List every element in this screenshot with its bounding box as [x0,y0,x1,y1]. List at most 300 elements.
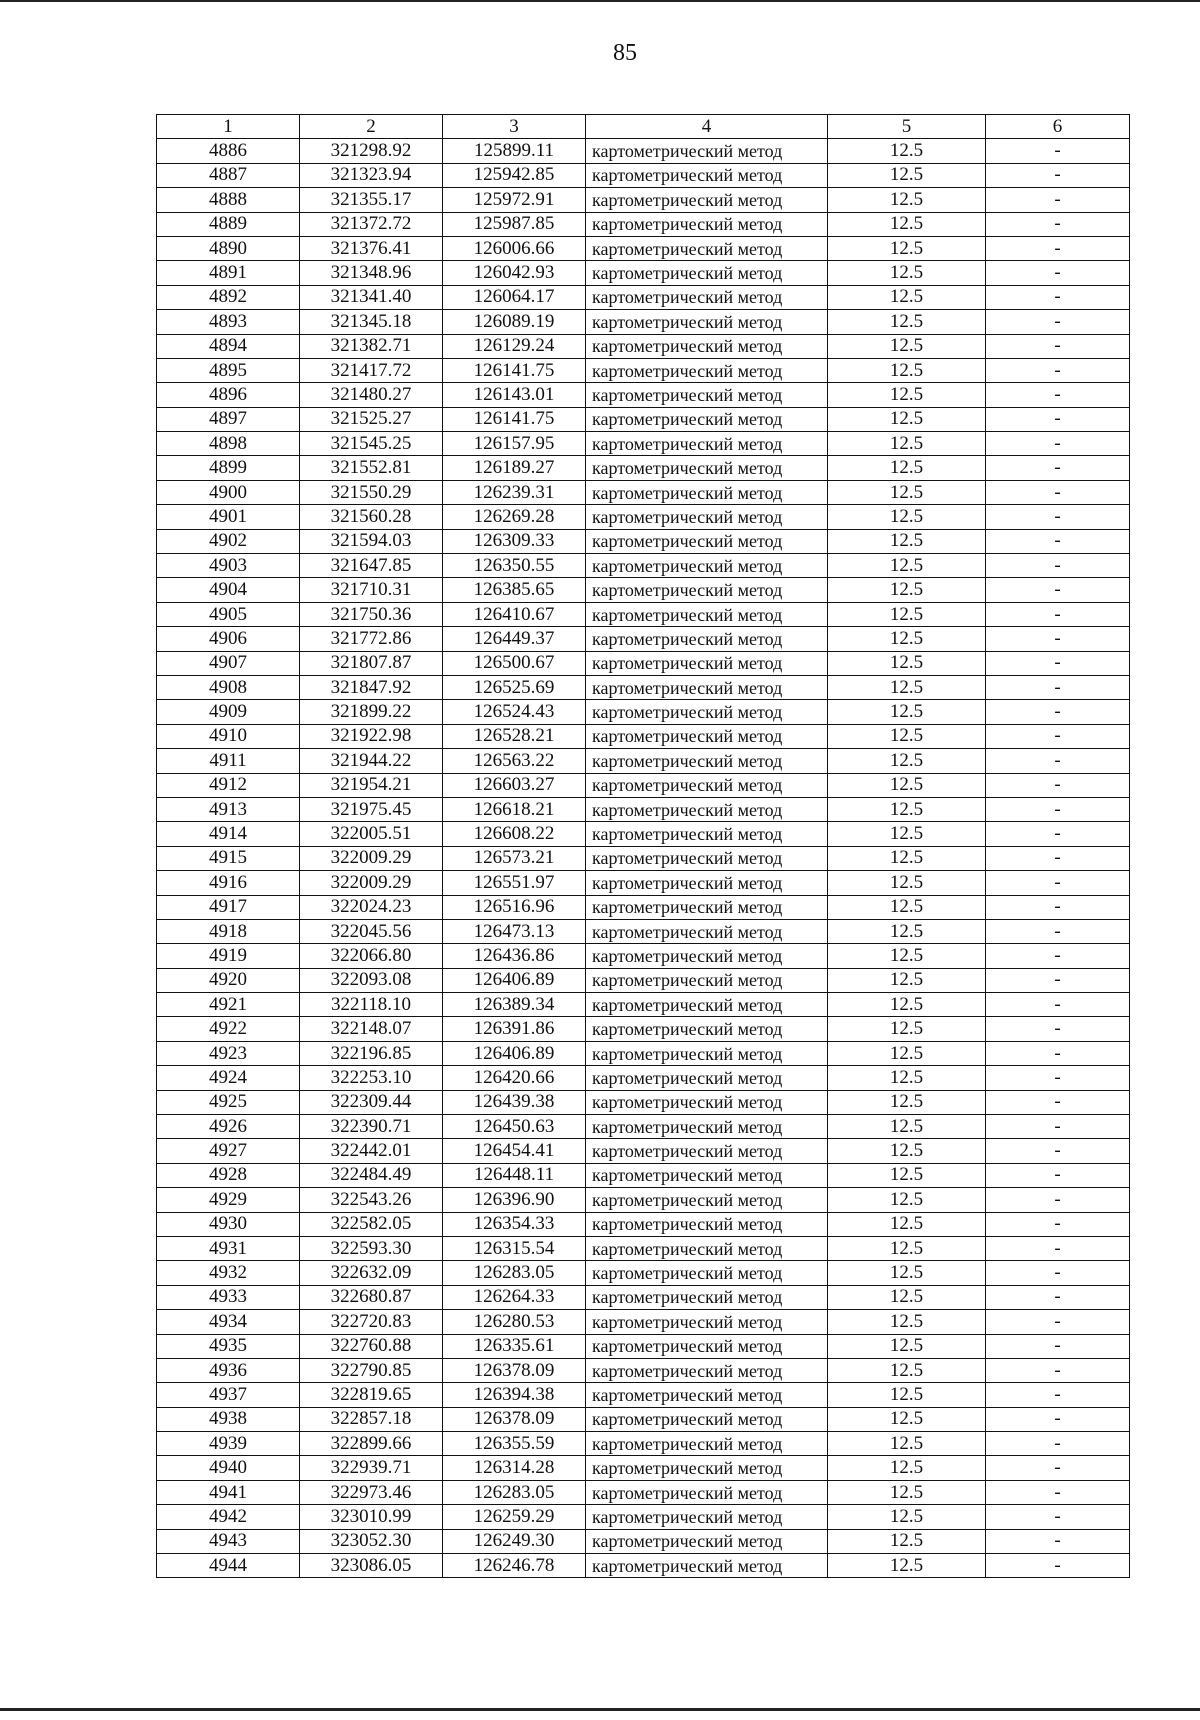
point-number-cell: 4939 [157,1432,300,1456]
point-number-cell: 4892 [157,285,300,309]
method-cell: картометрический метод [586,505,828,529]
point-number-cell: 4920 [157,968,300,992]
x-coordinate-cell: 323010.99 [300,1505,443,1529]
method-cell: картометрический метод [586,139,828,163]
y-coordinate-cell: 126246.78 [443,1554,586,1578]
method-cell: картометрический метод [586,310,828,334]
accuracy-cell: 12.5 [828,1529,986,1553]
x-coordinate-cell: 322899.66 [300,1432,443,1456]
x-coordinate-cell: 321750.36 [300,602,443,626]
header-cell: 5 [828,115,986,139]
accuracy-cell: 12.5 [828,1554,986,1578]
accuracy-cell: 12.5 [828,578,986,602]
accuracy-cell: 12.5 [828,1285,986,1309]
point-number-cell: 4941 [157,1480,300,1504]
accuracy-cell: 12.5 [828,1407,986,1431]
accuracy-cell: 12.5 [828,285,986,309]
point-number-cell: 4930 [157,1212,300,1236]
y-coordinate-cell: 126439.38 [443,1090,586,1114]
point-number-cell: 4935 [157,1334,300,1358]
method-cell: картометрический метод [586,993,828,1017]
point-number-cell: 4919 [157,944,300,968]
point-number-cell: 4890 [157,236,300,260]
x-coordinate-cell: 322009.29 [300,871,443,895]
y-coordinate-cell: 126525.69 [443,675,586,699]
x-coordinate-cell: 323086.05 [300,1554,443,1578]
note-cell: - [986,1163,1130,1187]
note-cell: - [986,285,1130,309]
method-cell: картометрический метод [586,261,828,285]
y-coordinate-cell: 126064.17 [443,285,586,309]
point-number-cell: 4900 [157,480,300,504]
point-number-cell: 4922 [157,1017,300,1041]
method-cell: картометрический метод [586,944,828,968]
point-number-cell: 4899 [157,456,300,480]
table-row [157,700,1130,724]
y-coordinate-cell: 126385.65 [443,578,586,602]
table-row [157,871,1130,895]
y-coordinate-cell: 126394.38 [443,1383,586,1407]
accuracy-cell: 12.5 [828,968,986,992]
point-number-cell: 4917 [157,895,300,919]
method-cell: картометрический метод [586,602,828,626]
note-cell: - [986,1383,1130,1407]
table-row [157,627,1130,651]
note-cell: - [986,968,1130,992]
note-cell: - [986,1310,1130,1334]
method-cell: картометрический метод [586,1505,828,1529]
y-coordinate-cell: 126157.95 [443,432,586,456]
point-number-cell: 4931 [157,1236,300,1260]
y-coordinate-cell: 126563.22 [443,749,586,773]
table-row [157,1236,1130,1260]
accuracy-cell: 12.5 [828,529,986,553]
y-coordinate-cell: 126608.22 [443,822,586,846]
x-coordinate-cell: 321376.41 [300,236,443,260]
y-coordinate-cell: 126410.67 [443,602,586,626]
note-cell: - [986,407,1130,431]
table-row [157,602,1130,626]
y-coordinate-cell: 126283.05 [443,1261,586,1285]
table-row [157,1334,1130,1358]
table-row [157,432,1130,456]
table-row [157,1310,1130,1334]
y-coordinate-cell: 126396.90 [443,1188,586,1212]
point-number-cell: 4893 [157,310,300,334]
method-cell: картометрический метод [586,1285,828,1309]
accuracy-cell: 12.5 [828,993,986,1017]
x-coordinate-cell: 321647.85 [300,554,443,578]
y-coordinate-cell: 126280.53 [443,1310,586,1334]
accuracy-cell: 12.5 [828,675,986,699]
note-cell: - [986,139,1130,163]
x-coordinate-cell: 322973.46 [300,1480,443,1504]
x-coordinate-cell: 322720.83 [300,1310,443,1334]
x-coordinate-cell: 321372.72 [300,212,443,236]
note-cell: - [986,1334,1130,1358]
note-cell: - [986,578,1130,602]
y-coordinate-cell: 125942.85 [443,163,586,187]
note-cell: - [986,822,1130,846]
y-coordinate-cell: 126042.93 [443,261,586,285]
y-coordinate-cell: 126189.27 [443,456,586,480]
table-row [157,456,1130,480]
accuracy-cell: 12.5 [828,749,986,773]
note-cell: - [986,310,1130,334]
note-cell: - [986,627,1130,651]
x-coordinate-cell: 322760.88 [300,1334,443,1358]
point-number-cell: 4942 [157,1505,300,1529]
accuracy-cell: 12.5 [828,407,986,431]
y-coordinate-cell: 126618.21 [443,797,586,821]
table-row [157,480,1130,504]
table-row [157,1383,1130,1407]
point-number-cell: 4944 [157,1554,300,1578]
x-coordinate-cell: 322790.85 [300,1358,443,1382]
y-coordinate-cell: 126389.34 [443,993,586,1017]
header-cell: 6 [986,115,1130,139]
header-cell: 4 [586,115,828,139]
method-cell: картометрический метод [586,1188,828,1212]
note-cell: - [986,797,1130,821]
table-row [157,1041,1130,1065]
header-row [157,115,1130,139]
x-coordinate-cell: 321355.17 [300,188,443,212]
point-number-cell: 4940 [157,1456,300,1480]
table-row [157,1139,1130,1163]
y-coordinate-cell: 126573.21 [443,846,586,870]
table-row [157,968,1130,992]
accuracy-cell: 12.5 [828,1358,986,1382]
point-number-cell: 4925 [157,1090,300,1114]
method-cell: картометрический метод [586,1310,828,1334]
note-cell: - [986,1236,1130,1260]
y-coordinate-cell: 126141.75 [443,358,586,382]
y-coordinate-cell: 126406.89 [443,1041,586,1065]
point-number-cell: 4888 [157,188,300,212]
table-body [157,139,1130,1578]
y-coordinate-cell: 126141.75 [443,407,586,431]
accuracy-cell: 12.5 [828,1334,986,1358]
x-coordinate-cell: 322819.65 [300,1383,443,1407]
x-coordinate-cell: 322632.09 [300,1261,443,1285]
x-coordinate-cell: 321975.45 [300,797,443,821]
y-coordinate-cell: 126143.01 [443,383,586,407]
x-coordinate-cell: 322593.30 [300,1236,443,1260]
note-cell: - [986,1456,1130,1480]
y-coordinate-cell: 126354.33 [443,1212,586,1236]
table-row [157,993,1130,1017]
table-row [157,1480,1130,1504]
note-cell: - [986,529,1130,553]
x-coordinate-cell: 322093.08 [300,968,443,992]
table-row [157,724,1130,748]
x-coordinate-cell: 321807.87 [300,651,443,675]
point-number-cell: 4894 [157,334,300,358]
accuracy-cell: 12.5 [828,944,986,968]
table-row [157,749,1130,773]
y-coordinate-cell: 126420.66 [443,1066,586,1090]
point-number-cell: 4886 [157,139,300,163]
table-row [157,261,1130,285]
accuracy-cell: 12.5 [828,480,986,504]
table-row [157,773,1130,797]
method-cell: картометрический метод [586,700,828,724]
accuracy-cell: 12.5 [828,554,986,578]
note-cell: - [986,261,1130,285]
y-coordinate-cell: 126450.63 [443,1115,586,1139]
accuracy-cell: 12.5 [828,456,986,480]
note-cell: - [986,1529,1130,1553]
method-cell: картометрический метод [586,871,828,895]
method-cell: картометрический метод [586,1554,828,1578]
table-row [157,358,1130,382]
accuracy-cell: 12.5 [828,1066,986,1090]
accuracy-cell: 12.5 [828,1212,986,1236]
y-coordinate-cell: 125987.85 [443,212,586,236]
x-coordinate-cell: 322857.18 [300,1407,443,1431]
table-row [157,334,1130,358]
top-scan-edge [0,0,1200,2]
point-number-cell: 4936 [157,1358,300,1382]
table-row [157,919,1130,943]
method-cell: картометрический метод [586,1041,828,1065]
point-number-cell: 4924 [157,1066,300,1090]
method-cell: картометрический метод [586,749,828,773]
x-coordinate-cell: 322148.07 [300,1017,443,1041]
y-coordinate-cell: 126406.89 [443,968,586,992]
method-cell: картометрический метод [586,1334,828,1358]
table-row [157,529,1130,553]
header-cell: 1 [157,115,300,139]
x-coordinate-cell: 323052.30 [300,1529,443,1553]
y-coordinate-cell: 126006.66 [443,236,586,260]
x-coordinate-cell: 322543.26 [300,1188,443,1212]
point-number-cell: 4943 [157,1529,300,1553]
method-cell: картометрический метод [586,1358,828,1382]
accuracy-cell: 12.5 [828,1480,986,1504]
accuracy-cell: 12.5 [828,919,986,943]
table-row [157,1358,1130,1382]
point-number-cell: 4910 [157,724,300,748]
method-cell: картометрический метод [586,797,828,821]
method-cell: картометрический метод [586,334,828,358]
point-number-cell: 4903 [157,554,300,578]
note-cell: - [986,163,1130,187]
table-row [157,1017,1130,1041]
y-coordinate-cell: 126454.41 [443,1139,586,1163]
note-cell: - [986,554,1130,578]
accuracy-cell: 12.5 [828,1432,986,1456]
y-coordinate-cell: 126350.55 [443,554,586,578]
accuracy-cell: 12.5 [828,310,986,334]
accuracy-cell: 12.5 [828,1261,986,1285]
point-number-cell: 4896 [157,383,300,407]
accuracy-cell: 12.5 [828,1188,986,1212]
method-cell: картометрический метод [586,1090,828,1114]
x-coordinate-cell: 321552.81 [300,456,443,480]
table-row [157,1261,1130,1285]
accuracy-cell: 12.5 [828,700,986,724]
table-row [157,1505,1130,1529]
note-cell: - [986,1066,1130,1090]
table-row [157,895,1130,919]
bottom-scan-edge [0,1708,1200,1711]
method-cell: картометрический метод [586,529,828,553]
x-coordinate-cell: 321550.29 [300,480,443,504]
point-number-cell: 4933 [157,1285,300,1309]
method-cell: картометрический метод [586,456,828,480]
method-cell: картометрический метод [586,846,828,870]
note-cell: - [986,773,1130,797]
accuracy-cell: 12.5 [828,1017,986,1041]
table-row [157,407,1130,431]
method-cell: картометрический метод [586,188,828,212]
method-cell: картометрический метод [586,1017,828,1041]
note-cell: - [986,944,1130,968]
note-cell: - [986,480,1130,504]
table-row [157,578,1130,602]
note-cell: - [986,871,1130,895]
x-coordinate-cell: 322009.29 [300,846,443,870]
method-cell: картометрический метод [586,1432,828,1456]
y-coordinate-cell: 126269.28 [443,505,586,529]
point-number-cell: 4898 [157,432,300,456]
method-cell: картометрический метод [586,1480,828,1504]
x-coordinate-cell: 322442.01 [300,1139,443,1163]
accuracy-cell: 12.5 [828,871,986,895]
point-number-cell: 4937 [157,1383,300,1407]
table-row [157,675,1130,699]
accuracy-cell: 12.5 [828,163,986,187]
note-cell: - [986,1480,1130,1504]
accuracy-cell: 12.5 [828,432,986,456]
accuracy-cell: 12.5 [828,773,986,797]
accuracy-cell: 12.5 [828,822,986,846]
table-row [157,285,1130,309]
note-cell: - [986,236,1130,260]
method-cell: картометрический метод [586,651,828,675]
x-coordinate-cell: 321710.31 [300,578,443,602]
y-coordinate-cell: 126239.31 [443,480,586,504]
y-coordinate-cell: 126473.13 [443,919,586,943]
method-cell: картометрический метод [586,1212,828,1236]
accuracy-cell: 12.5 [828,627,986,651]
method-cell: картометрический метод [586,578,828,602]
accuracy-cell: 12.5 [828,1139,986,1163]
x-coordinate-cell: 322680.87 [300,1285,443,1309]
y-coordinate-cell: 126355.59 [443,1432,586,1456]
point-number-cell: 4928 [157,1163,300,1187]
y-coordinate-cell: 126283.05 [443,1480,586,1504]
point-number-cell: 4902 [157,529,300,553]
y-coordinate-cell: 125899.11 [443,139,586,163]
table-row [157,1163,1130,1187]
x-coordinate-cell: 321417.72 [300,358,443,382]
method-cell: картометрический метод [586,968,828,992]
point-number-cell: 4906 [157,627,300,651]
note-cell: - [986,675,1130,699]
x-coordinate-cell: 322196.85 [300,1041,443,1065]
method-cell: картометрический метод [586,383,828,407]
table-row [157,212,1130,236]
method-cell: картометрический метод [586,724,828,748]
note-cell: - [986,432,1130,456]
y-coordinate-cell: 126259.29 [443,1505,586,1529]
point-number-cell: 4929 [157,1188,300,1212]
y-coordinate-cell: 126315.54 [443,1236,586,1260]
x-coordinate-cell: 321348.96 [300,261,443,285]
note-cell: - [986,1554,1130,1578]
table-row [157,554,1130,578]
table-row [157,1432,1130,1456]
table-row [157,846,1130,870]
note-cell: - [986,1041,1130,1065]
method-cell: картометрический метод [586,919,828,943]
method-cell: картометрический метод [586,554,828,578]
method-cell: картометрический метод [586,1236,828,1260]
accuracy-cell: 12.5 [828,1505,986,1529]
y-coordinate-cell: 126378.09 [443,1358,586,1382]
table-row [157,505,1130,529]
point-number-cell: 4909 [157,700,300,724]
table-row [157,1407,1130,1431]
note-cell: - [986,1358,1130,1382]
point-number-cell: 4918 [157,919,300,943]
x-coordinate-cell: 321382.71 [300,334,443,358]
accuracy-cell: 12.5 [828,1236,986,1260]
point-number-cell: 4927 [157,1139,300,1163]
x-coordinate-cell: 321847.92 [300,675,443,699]
point-number-cell: 4921 [157,993,300,1017]
accuracy-cell: 12.5 [828,358,986,382]
table-row [157,139,1130,163]
table-row [157,1066,1130,1090]
x-coordinate-cell: 322390.71 [300,1115,443,1139]
accuracy-cell: 12.5 [828,1090,986,1114]
table-row [157,944,1130,968]
point-number-cell: 4908 [157,675,300,699]
point-number-cell: 4897 [157,407,300,431]
accuracy-cell: 12.5 [828,724,986,748]
method-cell: картометрический метод [586,822,828,846]
table-row [157,163,1130,187]
accuracy-cell: 12.5 [828,383,986,407]
point-number-cell: 4905 [157,602,300,626]
header-cell: 2 [300,115,443,139]
y-coordinate-cell: 126436.86 [443,944,586,968]
method-cell: картометрический метод [586,1407,828,1431]
note-cell: - [986,383,1130,407]
x-coordinate-cell: 322484.49 [300,1163,443,1187]
note-cell: - [986,1505,1130,1529]
note-cell: - [986,724,1130,748]
table-row [157,822,1130,846]
table-row [157,1212,1130,1236]
y-coordinate-cell: 126449.37 [443,627,586,651]
method-cell: картометрический метод [586,1163,828,1187]
y-coordinate-cell: 126603.27 [443,773,586,797]
table-row [157,1285,1130,1309]
table-row [157,651,1130,675]
x-coordinate-cell: 322253.10 [300,1066,443,1090]
table-row [157,797,1130,821]
note-cell: - [986,1261,1130,1285]
y-coordinate-cell: 126378.09 [443,1407,586,1431]
point-number-cell: 4915 [157,846,300,870]
y-coordinate-cell: 126089.19 [443,310,586,334]
x-coordinate-cell: 322024.23 [300,895,443,919]
